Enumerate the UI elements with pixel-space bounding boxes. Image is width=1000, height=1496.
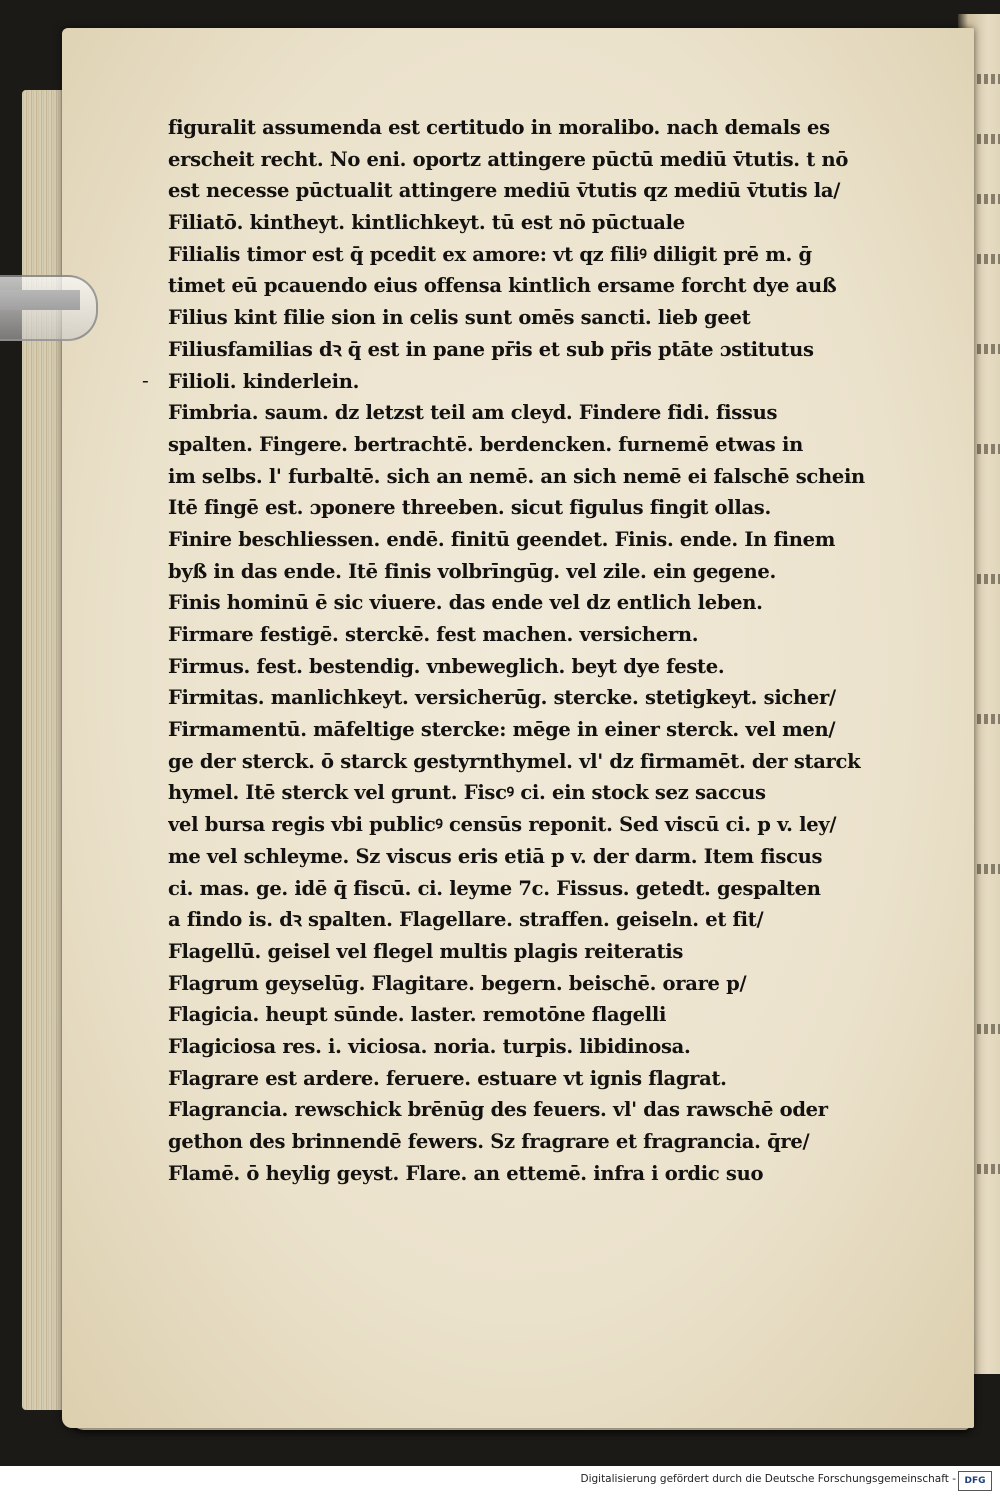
text-line: Filiatō. kintheyt. kintlichkeyt. tū est nō pūctuale: [168, 211, 685, 235]
facing-text-fragment: [970, 1164, 1000, 1174]
facing-text-fragment: [970, 134, 1000, 144]
facing-text-fragment: [970, 194, 1000, 204]
text-line: a findo is. dꝛ spalten. Flagellare. straffen. geiseln. et fit/: [168, 908, 764, 932]
text-line: Filiusfamilias dꝛ q̄ est in pane pr̄is et sub pr̄is ptāte ɔstitutus: [168, 337, 814, 361]
text-line: Flagrancia. rewschick brēnūg des feuers. vl' das rawschē oder: [168, 1098, 828, 1122]
facing-text-fragment: [970, 864, 1000, 874]
text-line: Flagellū. geisel vel flegel multis plagis reiteratis: [168, 939, 683, 963]
text-line: gethon des brinnendē fewers. Sz fragrare et fragrancia. q̄re/: [168, 1130, 810, 1153]
text-line: Firmamentū. māfeltige stercke: mēge in einer sterck. vel men/: [168, 718, 836, 742]
text-line: spalten. Fingere. bertrachtē. berdencken. furnemē etwas in: [168, 432, 803, 456]
text-line: vel bursa regis vbi publicꝰ censūs reponit. Sed viscū ci. p v. ley/: [168, 813, 837, 837]
text-line: Filioli. kinderlein.: [168, 369, 360, 393]
text-line: est necesse pūctualit attingere mediū v̄tutis qz mediū v̄tutis la/: [168, 179, 841, 203]
footer-bar: [0, 1466, 1000, 1496]
text-line: Flagrum geyselūg. Flagitare. begern. beischē. orare p/: [168, 971, 747, 995]
text-line: figuralit assumenda est certitudo in moralibo. nach demals es: [168, 116, 830, 139]
text-line: Firmare festigē. sterckē. fest machen. versichern.: [168, 623, 699, 646]
bookmark-clip: [0, 275, 98, 341]
text-line: erscheit recht. No eni. oportz attingere pūctū mediū v̄tutis. t nō: [168, 147, 849, 171]
facing-text-fragment: [970, 1024, 1000, 1034]
margin-mark: -: [142, 368, 149, 392]
text-line: im selbs. l' furbaltē. sich an nemē. an sich nemē ei falschē schein: [168, 464, 865, 488]
text-line: Firmitas. manlichkeyt. versicherūg. stercke. stetigkeyt. sicher/: [168, 686, 836, 710]
page-text-block: [168, 112, 878, 1189]
text-line: Fimbria. saum. dz letzst teil am cleyd. Findere fidi. fissus: [168, 401, 778, 425]
text-line: Flagiciosa res. i. viciosa. noria. turpis. libidinosa.: [168, 1034, 691, 1058]
facing-text-fragment: [970, 344, 1000, 354]
facing-text-fragment: [970, 254, 1000, 264]
text-line: Flamē. ō heylig geyst. Flare. an ettemē. infra i ordic suo: [168, 1161, 764, 1185]
text-line: Flagicia. heupt sūnde. laster. remotōne flagelli: [168, 1003, 667, 1027]
text-line: me vel schleyme. Sz viscus eris etiā p v. der darm. Item fiscus: [168, 844, 823, 868]
text-line: ge der sterck. ō starck gestyrnthymel. vl' dz firmamēt. der starck: [168, 749, 861, 773]
facing-text-fragment: [970, 714, 1000, 724]
text-line: Firmus. fest. bestendig. vnbeweglich. beyt dye feste.: [168, 654, 725, 678]
facing-text-fragment: [970, 574, 1000, 584]
text-line: ci. mas. ge. idē q̄ fiscū. ci. leyme 7c. Fissus. getedt. gespalten: [168, 876, 821, 900]
text-line: byß in das ende. Itē finis volbrīngūg. vel zile. ein gegene.: [168, 559, 776, 583]
dfg-logo: DFG: [958, 1471, 992, 1491]
text-line: Finire beschliessen. endē. finitū geendet. Finis. ende. In finem: [168, 527, 836, 551]
text-line: Filialis timor est q̄ pcedit ex amore: vt qz filiꝰ diligit prē m. ḡ: [168, 242, 812, 266]
text-line: Finis hominū ē sic viuere. das ende vel dz entlich leben.: [168, 591, 763, 615]
text-line: hymel. Itē sterck vel grunt. Fiscꝰ ci. ein stock sez saccus: [168, 781, 766, 805]
text-line: Itē fingē est. ɔponere threeben. sicut figulus fingit ollas.: [168, 496, 771, 520]
text-line: Flagrare est ardere. feruere. estuare vt ignis flagrat.: [168, 1066, 727, 1090]
facing-text-fragment: [970, 444, 1000, 454]
text-line: timet eū pcauendo eius offensa kintlich ersame forcht dye auß: [168, 274, 837, 298]
text-line: Filius kint filie sion in celis sunt omēs sancti. lieb geet: [168, 306, 751, 330]
facing-text-fragment: [970, 74, 1000, 84]
funding-credit: Digitalisierung gefördert durch die Deutsche Forschungsgemeinschaft -: [580, 1473, 956, 1485]
